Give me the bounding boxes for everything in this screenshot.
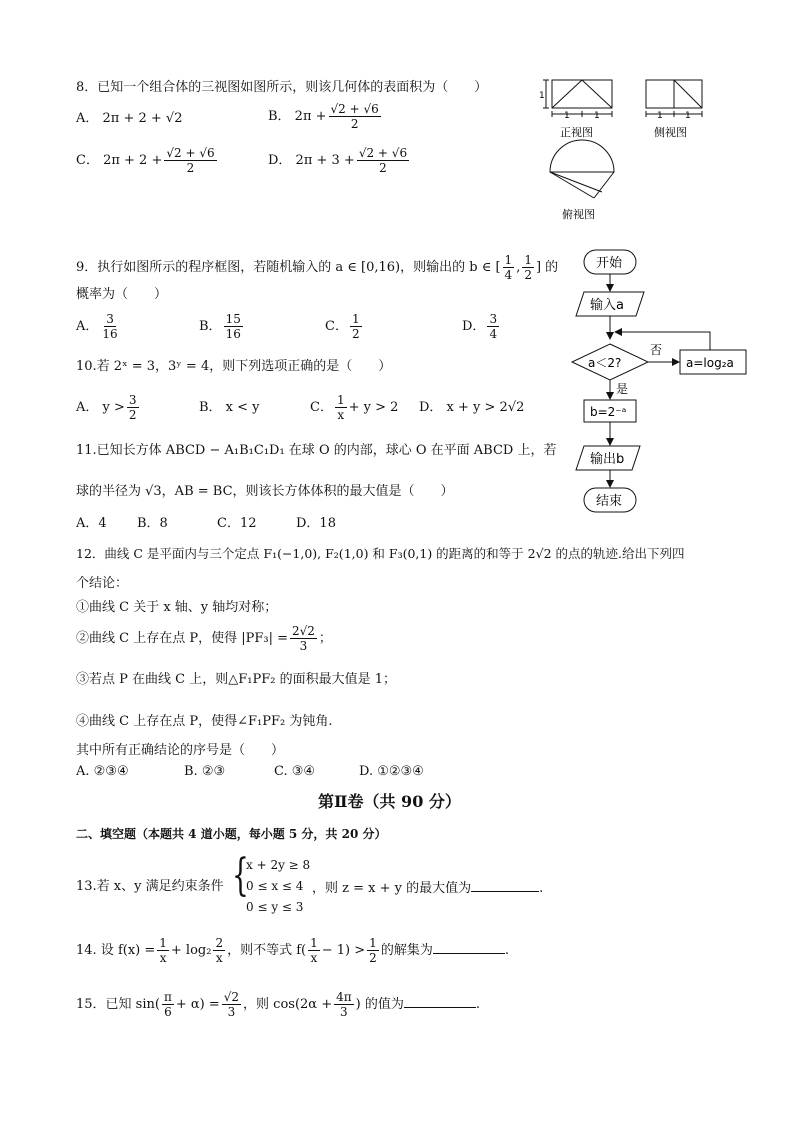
flow-output-label: 输出b <box>590 452 625 467</box>
q13-constraint-3: 0 ≤ y ≤ 3 <box>246 900 304 914</box>
flow-end-label: 结束 <box>596 494 623 509</box>
flow-no-label: 否 <box>650 343 663 357</box>
q10-option-d: D． x + y > 2√2 <box>419 400 525 415</box>
side-view-label: 侧视图 <box>654 126 687 139</box>
q8-option-b: B． 2π + $\frac{√2 + √6}{2}$ <box>268 102 379 131</box>
flow-start-label: 开始 <box>596 256 623 271</box>
q15-text: 15．已知 sin( $\frac{\pi}{6}$ + α) = $\frac{√2}{3}$ ，则 cos(2α + $\frac{4\pi}{3}$ ) 的值为 . <box>76 990 480 1019</box>
top-view <box>550 140 614 198</box>
q13-answer-blank <box>471 879 539 892</box>
dim-height: 1 <box>539 91 545 101</box>
flow-input-label: 输入a <box>590 298 624 313</box>
q12-conclusion-2: ②曲线 C 上存在点 P，使得 |PF₃| = $\frac{2√2}{3}$ ； <box>76 624 332 653</box>
flow-decision-label: a＜2? <box>588 356 622 370</box>
q12-stem-line1: 12．曲线 C 是平面内与三个定点 F₁(−1,0), F₂(1,0) 和 F₃(0,1) 的距离的和等于 2√2 的点的轨迹.给出下列四 <box>76 546 685 561</box>
q9-stem: 9．执行如图所示的程序框图，若随机输入的 a ∈ [0,16)，则输出的 b ∈ [ $\frac{1}{4}$ , $\frac{1}{2}$ ] 的 <box>76 253 559 282</box>
three-views-figure <box>536 74 716 226</box>
q8-option-d: D． 2π + 3 + $\frac{√2 + √6}{2}$ <box>268 146 408 175</box>
q9-option-d: D． $\frac{3}{4}$ <box>462 312 498 341</box>
q12-conclusion-4: ④曲线 C 上存在点 P，使得∠F₁PF₂ 为钝角. <box>76 714 333 729</box>
q13-tail: ，则 z = x + y 的最大值为 . <box>312 881 544 896</box>
q12-conclusion-3: ③若点 P 在曲线 C 上，则△F₁PF₂ 的面积最大值是 1； <box>76 672 396 687</box>
q9-option-a: A． $\frac{3}{16}$ <box>76 312 118 341</box>
q11-option-d: D．18 <box>296 516 336 531</box>
side-view <box>646 80 702 121</box>
front-view-label: 正视图 <box>560 126 593 139</box>
top-view-label: 俯视图 <box>562 208 595 221</box>
dim-side-right: 1 <box>685 111 691 121</box>
flow-yes-label: 是 <box>616 382 629 396</box>
section-2-subtitle: 二、填空题（本题共 4 道小题，每小题 5 分，共 20 分） <box>76 827 387 841</box>
q12-option-d: D. ①②③④ <box>359 764 424 779</box>
flow-assign-b-label: b=2⁻ᵃ <box>590 405 627 419</box>
q13-lead: 13.若 x、y 满足约束条件 <box>76 879 224 894</box>
q9-stem-line2: 概率为（ ） <box>76 287 168 302</box>
flow-assign-a-label: a=log₂a <box>686 356 734 370</box>
q11-option-c: C．12 <box>217 516 257 531</box>
q11-option-b: B．8 <box>137 516 168 531</box>
q9-option-b: B． $\frac{15}{16}$ <box>199 312 241 341</box>
q8-option-c: C． 2π + 2 + $\frac{√2 + √6}{2}$ <box>76 146 215 175</box>
section-2-title: 第Ⅱ卷（共 90 分） <box>318 792 461 811</box>
q12-option-b: B. ②③ <box>184 764 226 779</box>
q10-option-b: B． x < y <box>199 400 260 415</box>
q11-stem-line2: 球的半径为 √3，AB = BC，则该长方体体积的最大值是（ ） <box>76 484 454 499</box>
front-view <box>539 80 612 121</box>
q14-text: 14. 设 f(x) = $\frac{1}{x}$ + log₂ $\frac{2}{x}$ ，则不等式 f( $\frac{1}{x}$ − 1) > $\frac{1}{2}$ 的解集为 . <box>76 936 509 965</box>
dim-front-left: 1 <box>564 111 570 121</box>
q15-answer-blank <box>404 995 476 1008</box>
q10-option-a: A． y > $\frac{3}{2}$ <box>76 393 137 422</box>
q12-conclusion-1: ①曲线 C 关于 x 轴、y 轴均对称； <box>76 600 278 615</box>
q9-option-c: C． $\frac{1}{2}$ <box>325 312 360 341</box>
q13-brace: { <box>232 850 249 901</box>
q11-option-a: A．4 <box>76 516 107 531</box>
q8-stem: 8．已知一个组合体的三视图如图所示，则该几何体的表面积为（ ） <box>76 80 488 95</box>
dim-front-right: 1 <box>594 111 600 121</box>
flowchart <box>566 246 762 516</box>
q10-option-c: C． $\frac{1}{x}$ + y > 2 <box>310 393 399 422</box>
q13-constraint-2: 0 ≤ x ≤ 4 <box>246 879 304 893</box>
q12-ask: 其中所有正确结论的序号是（ ） <box>76 743 285 758</box>
q13-constraint-1: x + 2y ≥ 8 <box>246 858 311 872</box>
dim-side-left: 1 <box>657 111 663 121</box>
q12-option-c: C. ③④ <box>274 764 316 779</box>
q8-option-a: A． 2π + 2 + √2 <box>76 111 183 126</box>
q11-stem-line1: 11.已知长方体 ABCD − A₁B₁C₁D₁ 在球 O 的内部，球心 O 在平面 ABCD 上，若 <box>76 443 557 458</box>
q10-stem: 10.若 2ˣ = 3，3ʸ = 4，则下列选项正确的是（ ） <box>76 359 392 374</box>
q12-stem-line2: 个结论： <box>76 576 129 591</box>
q14-answer-blank <box>433 941 505 954</box>
q12-option-a: A. ②③④ <box>76 764 129 779</box>
